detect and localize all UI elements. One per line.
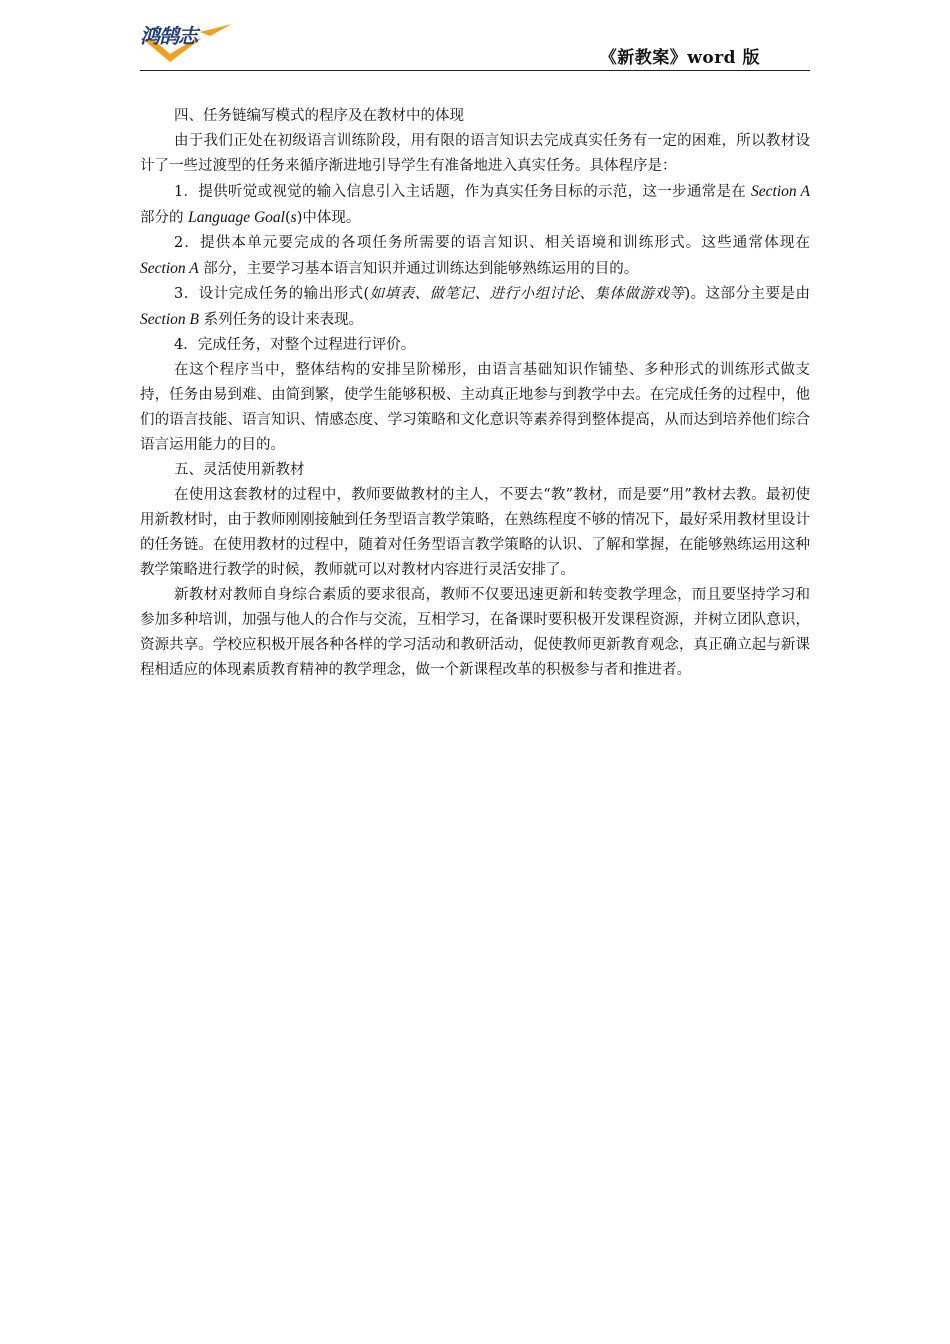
- logo: [140, 18, 240, 64]
- header-title: 《新教案》word 版: [599, 48, 760, 68]
- logo-text: 鸿鹄志: [140, 24, 197, 48]
- section-five-paragraph-1: 在使用这套教材的过程中，教师要做教材的主人，不要去“教”教材，而是要“用”教材去教。最初使用新教材时，由于教师刚刚接触到任务型语言教学策略，在熟练程度不够的情况下，最好采用教材里设计的任务链。在使用教材的过程中，随着对任务型语言教学策略的认识、了解和掌握，在能够熟练运用这种教学策略进行教学的时候，教师就可以对教材内容进行灵活安排了。: [140, 487, 810, 578]
- section-four-intro: 由于我们正处在初级语言训练阶段，用有限的语言知识去完成真实任务有一定的困难，所以教材设计了一些过渡型的任务来循序渐进地引导学生有准备地进入真实任务。具体程序是：: [140, 133, 810, 174]
- step-3: 3．设计完成任务的输出形式(如填表、做笔记、进行小组讨论、集体做游戏等)。这部分主要是由 Section B 系列任务的设计来表现。: [140, 286, 810, 328]
- step-1: 1．提供听觉或视觉的输入信息引入主话题，作为真实任务目标的示范，这一步通常是在 Section A 部分的 Language Goal(s)中体现。: [140, 183, 810, 226]
- section-four-heading: 四、任务链编写模式的程序及在教材中的体现: [174, 108, 464, 124]
- step-4: 4．完成任务，对整个过程进行评价。: [174, 337, 416, 353]
- page-header: [140, 18, 810, 71]
- section-four-summary: 在这个程序当中，整体结构的安排呈阶梯形，由语言基础知识作铺垫、多种形式的训练形式做支持，任务由易到难、由简到繁，使学生能够积极、主动真正地参与到教学中去。在完成任务的过程中，他们的语言技能、语言知识、情感态度、学习策略和文化意识等素养得到整体提高，从而达到培养他们综合语言运用能力的目的。: [140, 362, 810, 453]
- step-2: 2．提供本单元要完成的各项任务所需要的语言知识、相关语境和训练形式。这些通常体现在 Section A 部分，主要学习基本语言知识并通过训练达到能够熟练运用的目的。: [140, 235, 810, 277]
- section-five-paragraph-2: 新教材对教师自身综合素质的要求很高，教师不仅要迅速更新和转变教学理念，而且要坚持学习和参加多种培训，加强与他人的合作与交流，互相学习，在备课时要积极开发课程资源，并树立团队意识，资源共享。学校应积极开展各种各样的学习活动和教研活动，促使教师更新教育观念，真正确立起与新课程相适应的体现素质教育精神的教学理念，做一个新课程改革的积极参与者和推进者。: [140, 587, 810, 678]
- document-body: [140, 104, 810, 683]
- section-five-heading: 五、灵活使用新教材: [174, 462, 305, 478]
